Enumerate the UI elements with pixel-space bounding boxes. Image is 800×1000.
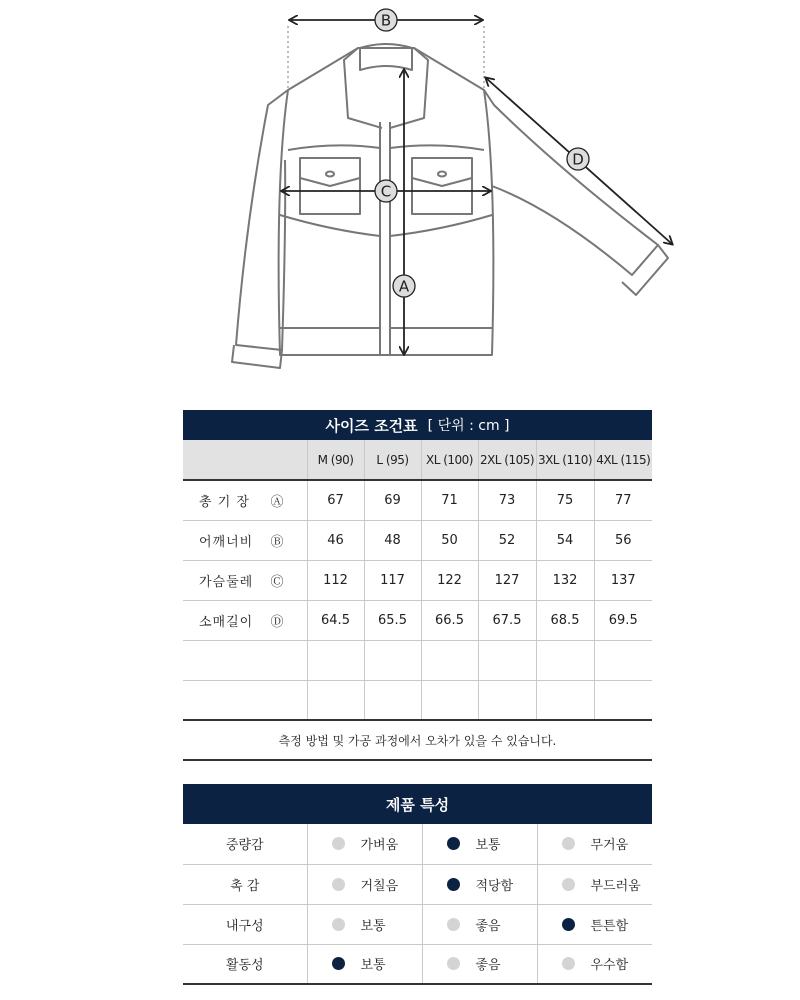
table-cell: 69 [364, 480, 421, 520]
option-label: 보통 [360, 918, 386, 934]
size-header-row [183, 440, 652, 480]
feature-option [538, 834, 653, 853]
label-c: C [380, 182, 392, 201]
table-cell: 75 [536, 480, 594, 520]
feature-option [308, 915, 422, 934]
unselected-dot-icon [447, 957, 460, 970]
option-label: 튼튼함 [590, 918, 629, 934]
feature-row [183, 824, 652, 864]
table-cell: 48 [364, 520, 421, 560]
label-a: A [398, 277, 410, 296]
unselected-dot-icon [562, 837, 575, 850]
row-label: 어깨너비 Ⓑ [183, 520, 307, 560]
feature-option [308, 954, 422, 973]
size-chart-title: 사이즈 조건표 [325, 416, 418, 435]
option-label: 무거움 [590, 838, 629, 854]
feature-label: 중량감 [183, 824, 307, 864]
table-cell: 122 [421, 560, 478, 600]
table-cell: 68.5 [536, 600, 594, 640]
table-row [183, 520, 652, 560]
selected-dot-icon [562, 918, 575, 931]
option-label: 우수함 [590, 958, 629, 974]
table-cell: 69.5 [594, 600, 652, 640]
unselected-dot-icon [332, 878, 345, 891]
features-header [183, 784, 652, 824]
option-label: 좋음 [475, 918, 501, 934]
size-table [183, 440, 652, 721]
size-col-header: 2XL (105) [478, 440, 536, 480]
table-cell: 67 [307, 480, 364, 520]
jacket-outline-icon [232, 44, 668, 368]
size-col-header: 4XL (115) [594, 440, 652, 480]
size-chart-header [183, 410, 652, 440]
unselected-dot-icon [332, 837, 345, 850]
measurement-note: 측정 방법 및 가공 과정에서 오차가 있을 수 있습니다. [183, 721, 652, 761]
unselected-dot-icon [562, 957, 575, 970]
table-cell: 54 [536, 520, 594, 560]
selected-dot-icon [447, 837, 460, 850]
table-cell: 71 [421, 480, 478, 520]
option-label: 좋음 [475, 958, 501, 974]
table-row [183, 600, 652, 640]
option-label: 보통 [475, 838, 501, 854]
feature-option [538, 915, 653, 934]
table-cell: 137 [594, 560, 652, 600]
feature-option [538, 954, 653, 973]
label-b: B [380, 11, 392, 30]
empty-row [183, 680, 652, 720]
feature-label: 내구성 [183, 904, 307, 944]
feature-row [183, 864, 652, 904]
table-row [183, 480, 652, 520]
option-label: 거칠음 [360, 878, 399, 894]
table-cell: 73 [478, 480, 536, 520]
table-cell: 127 [478, 560, 536, 600]
option-label: 부드러움 [590, 878, 641, 894]
table-cell: 132 [536, 560, 594, 600]
table-cell: 52 [478, 520, 536, 560]
option-label: 적당함 [475, 878, 514, 894]
feature-option [538, 875, 653, 894]
jacket-measurement-diagram [0, 0, 800, 400]
size-col-header: M (90) [307, 440, 364, 480]
table-cell: 66.5 [421, 600, 478, 640]
size-col-header: 3XL (110) [536, 440, 594, 480]
table-cell: 50 [421, 520, 478, 560]
feature-label: 촉 감 [183, 864, 307, 904]
table-cell: 117 [364, 560, 421, 600]
feature-option [308, 834, 422, 853]
label-d: D [572, 150, 584, 169]
option-label: 보통 [360, 958, 386, 974]
table-cell: 56 [594, 520, 652, 560]
corner-cell [183, 440, 307, 480]
feature-row [183, 944, 652, 984]
feature-option [423, 875, 537, 894]
feature-option [423, 954, 537, 973]
selected-dot-icon [447, 878, 460, 891]
features-title: 제품 특성 [385, 795, 450, 814]
row-label: 가슴둘레 Ⓒ [183, 560, 307, 600]
table-cell: 67.5 [478, 600, 536, 640]
option-label: 가벼움 [360, 838, 399, 854]
table-cell: 77 [594, 480, 652, 520]
selected-dot-icon [332, 957, 345, 970]
feature-option [423, 834, 537, 853]
unselected-dot-icon [332, 918, 345, 931]
feature-option [308, 875, 422, 894]
product-features [183, 784, 652, 985]
table-cell: 46 [307, 520, 364, 560]
size-chart-unit: [ 단위 : cm ] [427, 418, 510, 434]
table-row [183, 560, 652, 600]
row-label: 총 기 장 Ⓐ [183, 480, 307, 520]
features-table [183, 824, 652, 985]
feature-option [423, 915, 537, 934]
size-chart [183, 410, 652, 761]
table-cell: 65.5 [364, 600, 421, 640]
feature-label: 활동성 [183, 944, 307, 984]
empty-row [183, 640, 652, 680]
table-cell: 112 [307, 560, 364, 600]
size-col-header: XL (100) [421, 440, 478, 480]
table-cell: 64.5 [307, 600, 364, 640]
size-col-header: L (95) [364, 440, 421, 480]
feature-row [183, 904, 652, 944]
unselected-dot-icon [562, 878, 575, 891]
unselected-dot-icon [447, 918, 460, 931]
row-label: 소매길이 Ⓓ [183, 600, 307, 640]
